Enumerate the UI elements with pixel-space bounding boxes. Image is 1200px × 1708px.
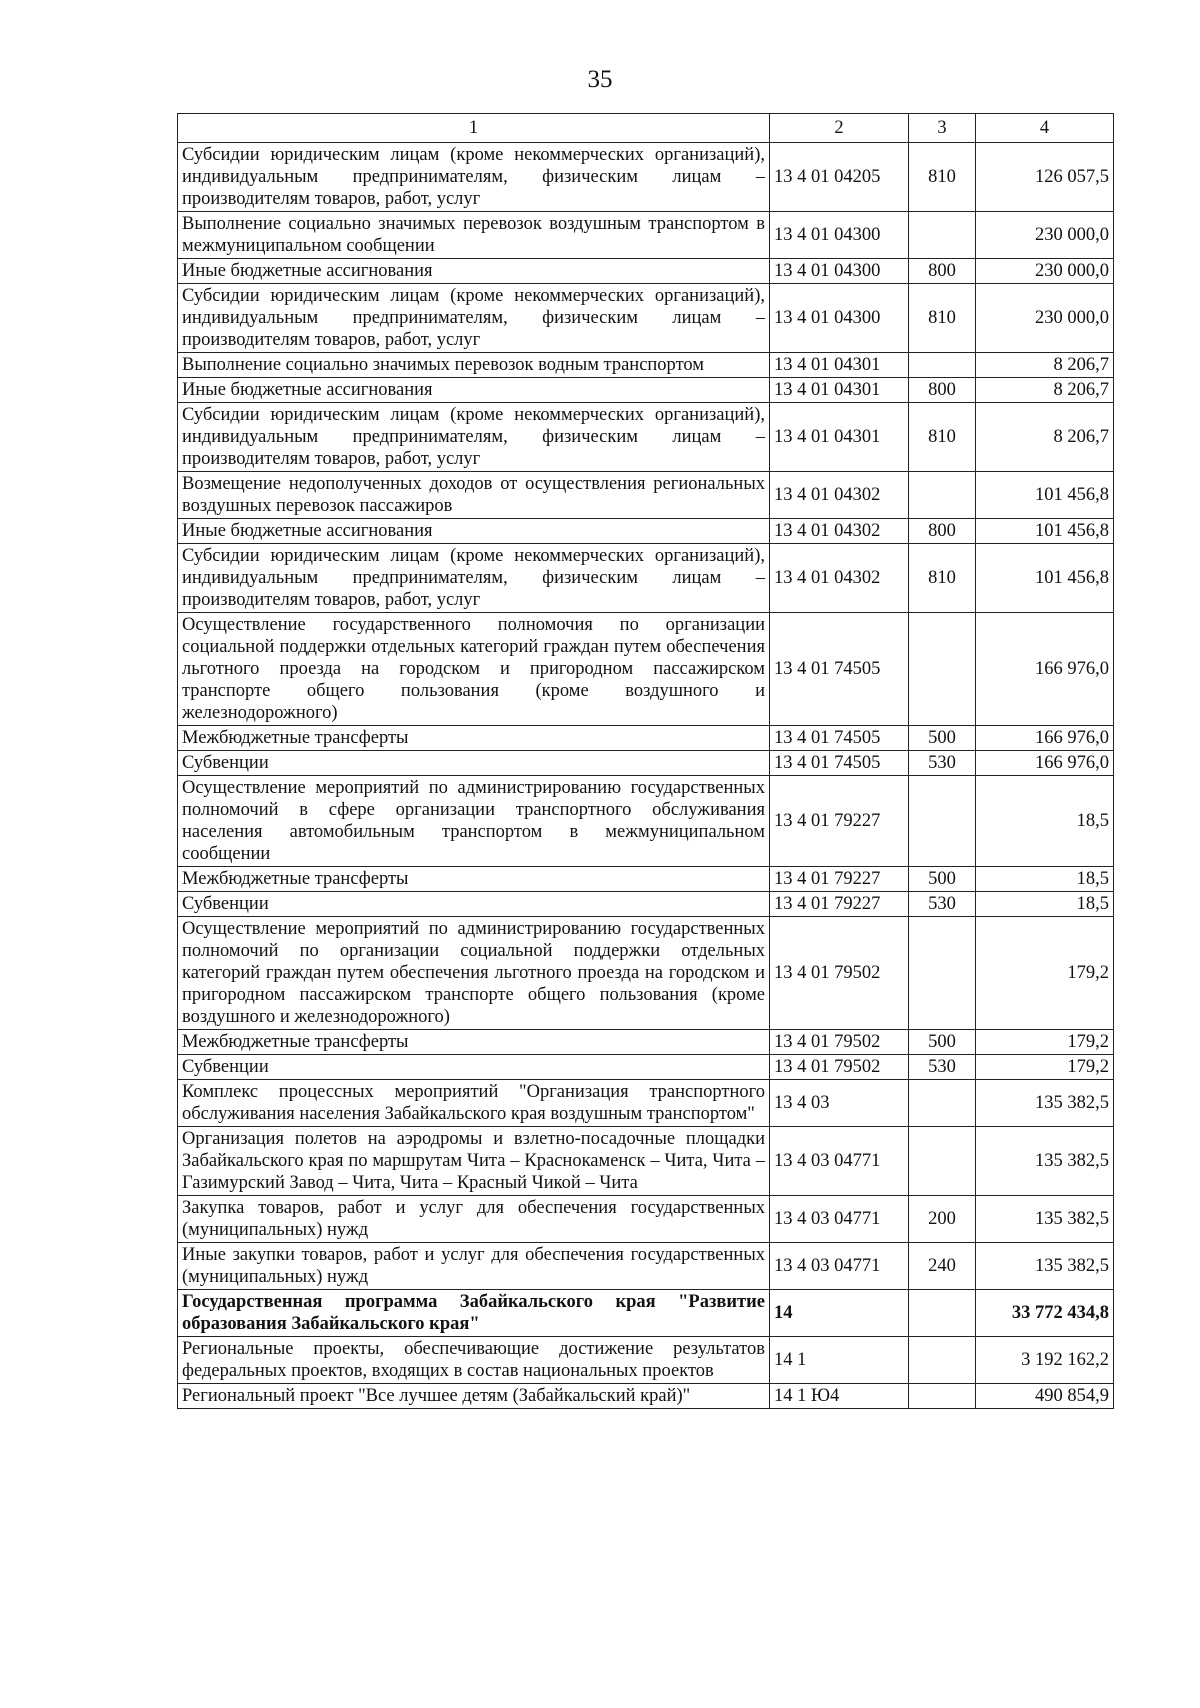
row-code: 13 4 03 <box>770 1080 909 1127</box>
row-amount: 8 206,7 <box>976 378 1114 403</box>
row-description: Государственная программа Забайкальского края "Развитие образования Забайкальского края" <box>178 1290 770 1337</box>
row-code: 13 4 01 79502 <box>770 1055 909 1080</box>
column-header: 3 <box>909 114 976 143</box>
row-description: Иные бюджетные ассигнования <box>178 378 770 403</box>
table-row <box>178 776 1114 867</box>
row-code: 14 1 Ю4 <box>770 1384 909 1409</box>
row-description: Региональный проект "Все лучшее детям (Забайкальский край)" <box>178 1384 770 1409</box>
row-code: 14 <box>770 1290 909 1337</box>
row-code: 13 4 01 04302 <box>770 544 909 613</box>
table-row <box>178 917 1114 1030</box>
row-amount: 135 382,5 <box>976 1080 1114 1127</box>
table-row <box>178 1055 1114 1080</box>
row-code: 13 4 01 04301 <box>770 353 909 378</box>
row-amount: 18,5 <box>976 776 1114 867</box>
column-header: 1 <box>178 114 770 143</box>
row-expense-type <box>909 212 976 259</box>
row-expense-type <box>909 1290 976 1337</box>
row-description: Межбюджетные трансферты <box>178 867 770 892</box>
row-expense-type: 500 <box>909 726 976 751</box>
row-description: Организация полетов на аэродромы и взлетно-посадочные площадки Забайкальского края по маршрутам Чита – Краснокаменск – Чита, Чита – Газимурский Завод – Чита, Чита – Красный Чикой – Чита <box>178 1127 770 1196</box>
row-amount: 166 976,0 <box>976 613 1114 726</box>
row-expense-type: 200 <box>909 1196 976 1243</box>
row-amount: 135 382,5 <box>976 1127 1114 1196</box>
row-expense-type <box>909 613 976 726</box>
table-row <box>178 1384 1114 1409</box>
table-row <box>178 892 1114 917</box>
row-expense-type <box>909 917 976 1030</box>
table-header-row <box>178 114 1114 143</box>
row-code: 13 4 01 04205 <box>770 143 909 212</box>
row-amount: 166 976,0 <box>976 751 1114 776</box>
row-code: 13 4 01 04301 <box>770 403 909 472</box>
row-amount: 230 000,0 <box>976 284 1114 353</box>
table-row <box>178 259 1114 284</box>
row-code: 13 4 01 04302 <box>770 472 909 519</box>
table-row <box>178 751 1114 776</box>
row-code: 14 1 <box>770 1337 909 1384</box>
row-expense-type <box>909 472 976 519</box>
row-code: 13 4 01 79502 <box>770 1030 909 1055</box>
row-expense-type: 530 <box>909 892 976 917</box>
column-header: 4 <box>976 114 1114 143</box>
column-header: 2 <box>770 114 909 143</box>
row-code: 13 4 01 79227 <box>770 776 909 867</box>
row-expense-type: 500 <box>909 1030 976 1055</box>
table-row <box>178 726 1114 751</box>
row-expense-type: 800 <box>909 259 976 284</box>
row-description: Субсидии юридическим лицам (кроме некоммерческих организаций), индивидуальным предпринимателям, физическим лицам – производителям товаров, работ, услуг <box>178 143 770 212</box>
row-code: 13 4 01 04302 <box>770 519 909 544</box>
row-amount: 179,2 <box>976 917 1114 1030</box>
row-expense-type: 530 <box>909 1055 976 1080</box>
row-expense-type <box>909 1337 976 1384</box>
table-row <box>178 143 1114 212</box>
row-description: Иные бюджетные ассигнования <box>178 259 770 284</box>
row-amount: 18,5 <box>976 892 1114 917</box>
row-code: 13 4 01 04300 <box>770 212 909 259</box>
row-code: 13 4 03 04771 <box>770 1127 909 1196</box>
row-description: Осуществление государственного полномочия по организации социальной поддержки отдельных категорий граждан путем обеспечения льготного проезда на городском и пригородном пассажирском транспорте общего пользования (кроме воздушного и железнодорожного) <box>178 613 770 726</box>
row-description: Закупка товаров, работ и услуг для обеспечения государственных (муниципальных) нужд <box>178 1196 770 1243</box>
table-row <box>178 284 1114 353</box>
row-code: 13 4 01 04300 <box>770 259 909 284</box>
row-description: Иные бюджетные ассигнования <box>178 519 770 544</box>
table-row <box>178 403 1114 472</box>
row-expense-type: 810 <box>909 544 976 613</box>
row-expense-type: 240 <box>909 1243 976 1290</box>
row-expense-type <box>909 353 976 378</box>
table-row <box>178 519 1114 544</box>
row-amount: 179,2 <box>976 1030 1114 1055</box>
row-amount: 166 976,0 <box>976 726 1114 751</box>
row-description: Субвенции <box>178 1055 770 1080</box>
row-amount: 8 206,7 <box>976 353 1114 378</box>
row-amount: 101 456,8 <box>976 519 1114 544</box>
table-row <box>178 212 1114 259</box>
row-description: Комплекс процессных мероприятий "Организация транспортного обслуживания населения Забайкальского края воздушным транспортом" <box>178 1080 770 1127</box>
row-amount: 8 206,7 <box>976 403 1114 472</box>
row-expense-type <box>909 1080 976 1127</box>
row-expense-type: 810 <box>909 143 976 212</box>
row-expense-type <box>909 1384 976 1409</box>
row-amount: 126 057,5 <box>976 143 1114 212</box>
table-row <box>178 472 1114 519</box>
row-description: Выполнение социально значимых перевозок водным транспортом <box>178 353 770 378</box>
row-code: 13 4 01 04300 <box>770 284 909 353</box>
row-expense-type: 810 <box>909 403 976 472</box>
row-description: Возмещение недополученных доходов от осуществления региональных воздушных перевозок пассажиров <box>178 472 770 519</box>
row-code: 13 4 01 79227 <box>770 892 909 917</box>
row-description: Выполнение социально значимых перевозок воздушным транспортом в межмуниципальном сообщении <box>178 212 770 259</box>
table-row <box>178 378 1114 403</box>
table-row <box>178 1290 1114 1337</box>
budget-table <box>177 113 1114 1409</box>
row-expense-type <box>909 1127 976 1196</box>
row-amount: 18,5 <box>976 867 1114 892</box>
table-row <box>178 1127 1114 1196</box>
row-description: Субсидии юридическим лицам (кроме некоммерческих организаций), индивидуальным предпринимателям, физическим лицам – производителям товаров, работ, услуг <box>178 403 770 472</box>
table-row <box>178 1030 1114 1055</box>
row-amount: 101 456,8 <box>976 544 1114 613</box>
table-row <box>178 1243 1114 1290</box>
table-row <box>178 613 1114 726</box>
row-description: Региональные проекты, обеспечивающие достижение результатов федеральных проектов, входящих в состав национальных проектов <box>178 1337 770 1384</box>
row-code: 13 4 03 04771 <box>770 1243 909 1290</box>
row-expense-type: 800 <box>909 519 976 544</box>
row-description: Межбюджетные трансферты <box>178 726 770 751</box>
table-row <box>178 867 1114 892</box>
row-expense-type: 800 <box>909 378 976 403</box>
row-amount: 230 000,0 <box>976 212 1114 259</box>
row-amount: 179,2 <box>976 1055 1114 1080</box>
row-amount: 3 192 162,2 <box>976 1337 1114 1384</box>
row-amount: 135 382,5 <box>976 1243 1114 1290</box>
row-description: Субсидии юридическим лицам (кроме некоммерческих организаций), индивидуальным предпринимателям, физическим лицам – производителям товаров, работ, услуг <box>178 544 770 613</box>
row-description: Субсидии юридическим лицам (кроме некоммерческих организаций), индивидуальным предпринимателям, физическим лицам – производителям товаров, работ, услуг <box>178 284 770 353</box>
table-row <box>178 1196 1114 1243</box>
row-expense-type: 500 <box>909 867 976 892</box>
row-amount: 135 382,5 <box>976 1196 1114 1243</box>
row-description: Иные закупки товаров, работ и услуг для обеспечения государственных (муниципальных) нужд <box>178 1243 770 1290</box>
table-row <box>178 353 1114 378</box>
row-expense-type: 530 <box>909 751 976 776</box>
page-number: 35 <box>587 66 613 93</box>
row-description: Межбюджетные трансферты <box>178 1030 770 1055</box>
row-description: Осуществление мероприятий по администрированию государственных полномочий в сфере организации транспортного обслуживания населения автомобильным транспортом в межмуниципальном сообщении <box>178 776 770 867</box>
row-amount: 230 000,0 <box>976 259 1114 284</box>
row-description: Субвенции <box>178 751 770 776</box>
row-code: 13 4 01 79227 <box>770 867 909 892</box>
row-code: 13 4 01 79502 <box>770 917 909 1030</box>
table-row <box>178 1080 1114 1127</box>
row-code: 13 4 01 74505 <box>770 613 909 726</box>
row-code: 13 4 01 74505 <box>770 726 909 751</box>
row-expense-type <box>909 776 976 867</box>
row-amount: 490 854,9 <box>976 1384 1114 1409</box>
table-row <box>178 1337 1114 1384</box>
row-expense-type: 810 <box>909 284 976 353</box>
row-code: 13 4 01 04301 <box>770 378 909 403</box>
row-code: 13 4 03 04771 <box>770 1196 909 1243</box>
table-row <box>178 544 1114 613</box>
row-code: 13 4 01 74505 <box>770 751 909 776</box>
row-description: Субвенции <box>178 892 770 917</box>
row-amount: 33 772 434,8 <box>976 1290 1114 1337</box>
row-description: Осуществление мероприятий по администрированию государственных полномочий по организации социальной поддержки отдельных категорий граждан путем обеспечения льготного проезда на городском и пригородном пассажирском транспорте общего пользования (кроме воздушного и железнодорожного) <box>178 917 770 1030</box>
row-amount: 101 456,8 <box>976 472 1114 519</box>
budget-table-body <box>178 114 1114 1409</box>
